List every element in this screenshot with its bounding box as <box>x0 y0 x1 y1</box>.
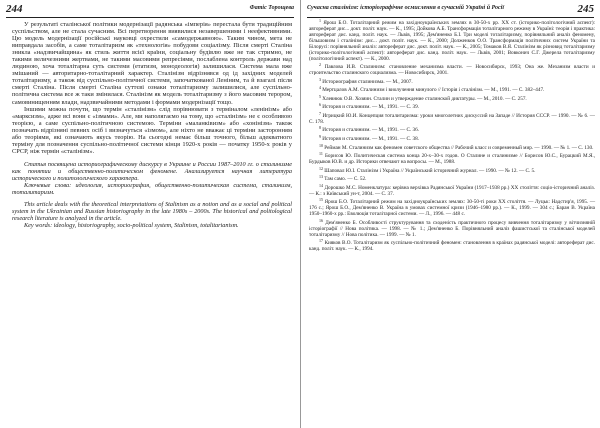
footnote-number: 11 <box>319 151 323 157</box>
left-page-header <box>6 4 294 18</box>
footnote-text: Рейман М. Сталинизм как феномен советского общества // Рабочий класс и современный мир. — 1990. — № 1. — С. 130. <box>324 144 594 151</box>
footnote-text: Дорошко М.С. Номенклатура: керівна верхівка Радянської України (1917–1938 рр.) XX століття: соціо-історичний аналіз. — К.: з Київський ун-т, 2004. — С. 37. <box>309 184 596 197</box>
footnote <box>309 76 595 86</box>
abstracts <box>12 161 292 229</box>
footnote-number: 17 <box>319 238 323 244</box>
footnote-number: 2 <box>319 62 321 68</box>
footnote-number: 8 <box>319 125 321 131</box>
footnote-number: 4 <box>319 85 321 91</box>
footnote-number: 5 <box>319 93 321 99</box>
footnote-number: 9 <box>319 134 321 139</box>
main-text <box>12 21 292 155</box>
footnote-number: 1 <box>319 18 321 23</box>
left-running-title: Фатіс Торощева <box>249 5 294 11</box>
right-running-title: Сучасна сталінізм: історіографічне осмислення в сучасній Україні й Росії <box>307 5 504 11</box>
footnote-number: 3 <box>319 76 321 82</box>
footnote-text: Мертцалов А.М. Сталинизм і виолучення минулого // Історія і сталінізм. — М., 1991. — С. 382–447. <box>322 87 545 94</box>
footnote-number: 6 <box>319 102 321 108</box>
footnote-text: Там само. — С. 52. <box>324 176 367 183</box>
footnote-number: 16 <box>319 217 323 223</box>
footnote <box>309 110 595 126</box>
footnote-text: Кияков В.О. Тоталітаризм як суспільно-політичний феномен: становлення в країнах радянської моделі: автореферат дис. канд. політ. наук. — К., 1994. <box>309 240 595 253</box>
footnote-number: 15 <box>319 197 323 203</box>
footnote <box>309 197 596 218</box>
footnote-number: 14 <box>319 182 323 188</box>
footnote <box>309 165 595 175</box>
footnote-number: 7 <box>319 110 321 116</box>
footnote-text: Павлова И.В. Сталинизм: становление механизма власти. — Новосибирск, 1993; Она же. Механизм власти и строительство сталинского социализма. — Новосибирск, 2001. <box>309 64 595 77</box>
keywords-ru: Ключевые слова: идеология, историография, общественно-политическая система, сталинизм, тоталитаризм. <box>12 181 292 196</box>
body-paragraph: У результаті сталінської політики модернізації радянська «імперія» перестала бути традиційним суспільством, але не стала сучасним. Всі перетворення виявилися незавершеними і неефективними. Цю модель модернізації російські науковці охрестили «самодержавною». Таким чином, мета не виправдала засобів, а саме тоталітаризм як «технологія» побудови соціалізму. Після смерті Сталіна зникла «надзвичайщина» як стиль життя всієї країни, соціальну будівлю вже не так стримно, не такими величезними жертвами, не такими масовими репресіями, послаблена контроль держави над людиною, хоча тоталітарна суть системи (етатизм, монодеологія) залишилася. Система мала вже змішаний — авторитарно-тоталітарний характер. Сталінізм відрізнявся од ід західних моделей тоталітаризму, а також від суспільно-політичної системи, започаткованої Леніним, та й взагалі після смерті Сталіна. Після смерті Сталіна суттєві ознаки тоталітаризму залишилися, але суспільно-політична система все ж таки змінилася. Сталінізм як модель тоталітаризму з його масовим терором, самовинищенням влади, надзвичайними методами і формами модернізації тощо. <box>12 21 292 106</box>
footnote-text: История и сталинизм. — М., 1991. — С. 38. <box>322 136 419 142</box>
footnote <box>309 238 595 253</box>
footnote-text: Ярош Б.О. Тоталітарний режим на західноукраїнських землях в 30-50-х рр. XX ст. (історико-політологічний аспект): автореферат дис... докт. політ. наук. — К., 1995; Дойкова А.Б. Трансформація тоталітарного режиму в Україні: теорія і практика: автореферат дис. канд. політ. наук. — Львів, 1995; Дем'яненко Б.І. Три моделі тоталітаризму, порівняльний аналіз феномену, більшовизм і сталінізм: дис... докт. політ. наук. — К., 2000; Долженков О.О. Трансформація політичних систем України та Білорусі: порівняльний аналіз: автореферат дис. докт. політ. наук. — К., 2005; Томаков В.Я. Сталінізм як різновид тоталітаризму (історико-політологічний аспект): автореферат дис. канд. політ. наук. — Львів, 2001; Вовконич С.Г. Джерела тоталітаризму (політологічний аспект). — К., 2000. <box>309 20 595 62</box>
footnotes <box>309 18 596 253</box>
footnote-text: История и сталинизм. — М., 1991. — С. 36. <box>322 127 419 134</box>
left-page-number: 244 <box>6 3 23 15</box>
footnote <box>309 142 595 152</box>
footnote-number: 10 <box>319 142 323 148</box>
abstract-ru: Статья посвящена историографическому дискурсу в Украине и России 1987–2010 гг. о сталинизме как понятии и общественно-политическом феномене. Анализируется научная литература исторического и политологического характера. <box>12 160 292 182</box>
footnote <box>309 102 595 111</box>
footnote-text: История и сталинизм. — М., 1991. — С. 39. <box>322 104 419 111</box>
footnote <box>309 62 595 77</box>
footnote-number: 12 <box>319 165 323 171</box>
footnote <box>309 125 595 134</box>
footnote <box>309 134 595 143</box>
keywords-en: Key words: ideology, historiography, socio-political system, Stalinism, totalitarianism. <box>24 221 239 229</box>
footnote <box>309 85 595 94</box>
footnote <box>309 93 595 103</box>
footnote-text: Шаповал Ю.І. Сталінізм і Україна // Український історичний журнал. — 1990. — № 12. — С. 5. <box>324 167 536 174</box>
footnote-text: Борисов Ю. Политическая система конца 20-х–30-х годов. О Сталине и сталинизме // Борисов Ю.С., Бурацкий М.Я., Бурдыков Ю.В. и др. Историки отвечают на вопросы. — М., 1988. <box>309 153 596 166</box>
abstract-en: This article deals with the theoretical interpretations of Stalinism as a notion and as a social and political system in the Ukrainian and Russian historiography in the late 1980s – 2000s. The historical and politological research literature is analyzed in the article. <box>12 200 292 222</box>
footnote <box>309 217 595 239</box>
right-page-header <box>307 4 594 18</box>
footnote <box>309 182 596 198</box>
footnote <box>309 174 595 183</box>
footnote <box>309 151 596 166</box>
footnote-text: Хлевнюк О.В. Хозяин. Сталин и утверждение сталинской диктатуры. — М., 2010. — С. 257. <box>322 95 527 102</box>
footnote-text: Историография сталинизма. — М., 2007. <box>322 78 413 85</box>
footnote-text: Ярош Б.О. Тоталітарний режим на західноукраїнських землях: 30-50-ті роки XX століття. — Луцьк: Надстир'я, 1995. — 176 с.; Ярош Б.О., Дем'яненко В. Україна в умовах системної кризи (1946–1980 рр.). — К., 1999. — 304 с.; Баран В. Україна 1950–1960-х рр.: Еволюція тоталітарної системи. — Л., 1996. — 448 с. <box>309 199 596 218</box>
footnote-number: 13 <box>319 174 323 180</box>
footnote <box>309 18 595 63</box>
right-page-number: 245 <box>577 3 594 15</box>
footnote-text: Игрицкий Ю.И. Концепция тоталитаризма: уроки многолетних дискуссий на Западе // История СССР. — 1990. — № 6. — С. 178. <box>309 112 595 125</box>
right-page <box>300 0 600 428</box>
body-paragraph: Іншими можна почути, що термін «сталінізм» слід порівнювати з терміналом «ленінізм» або «марксизм», адже всі вони є «ізмами». Але, ми наполягаємо на тому, що «сталінізм» не є особливою теорією, а саме суспільно-політичною системою. Терміни «маланківизм» або «хонінізм» також позначать відрізняні певних осіб і визначуться «ізмом», але ніхто не вважає ці терміни засторонням або теоріями, які означають якусь теорію. На сьогодні немає більш точного, більш адекватного терміну для позначення суспільно-політичної системи кінця 1920-х років — початку 1950-х років у СРСР, ніж термін «сталінізм». <box>12 105 292 155</box>
footnote-text: Дем'яненко Б. Особливості структурування та сходеність практичного процесу вивчення тоталітаризму у вітчизняній історіографії // Нова політика. — 1998. — № 1.; Дем'яненко Б. Порівняльний аналіз фашистської та сталінської моделей тоталітаризму // Нова політика. — 1999. — № 1. <box>309 219 595 238</box>
